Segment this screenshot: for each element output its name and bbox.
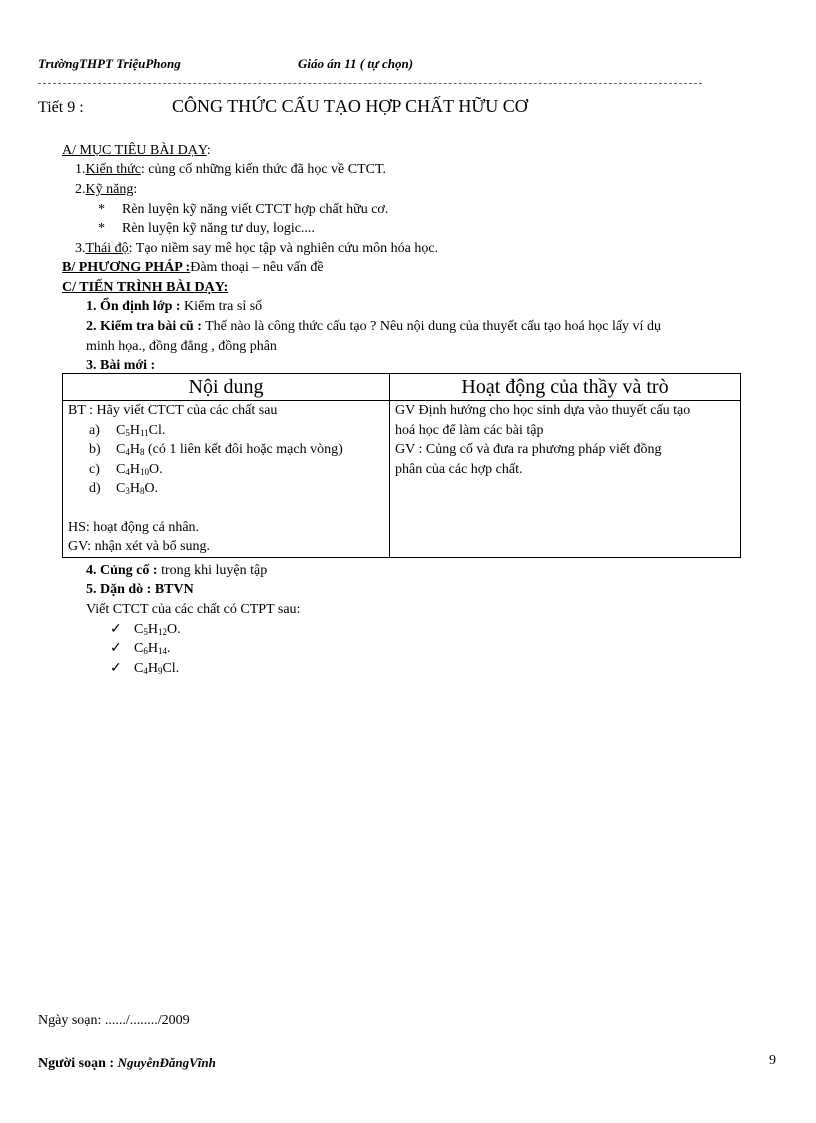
skills-colon: : [133, 182, 138, 197]
consolidation-line [86, 561, 267, 580]
formula-h: H [129, 481, 140, 496]
formula-c-sub: 5 [143, 627, 148, 637]
formula-h: H [129, 461, 140, 477]
formula-c: C [134, 641, 144, 656]
content-cell [63, 401, 390, 558]
formula-h-sub: 10 [139, 466, 149, 477]
skills-label: Kỹ năng [85, 182, 134, 197]
skill-item [98, 219, 315, 238]
objectives-heading-colon: : [206, 143, 211, 158]
exercise-item [68, 479, 384, 499]
step-class-stabilize [86, 297, 262, 316]
homework-item [110, 659, 179, 678]
checkmark-icon: ✓ [110, 622, 122, 637]
objectives-heading-text: A/ MỤC TIÊU BÀI DẠY [62, 143, 207, 158]
formula-c: C [116, 422, 126, 438]
school-name: TrườngTHPT TriệuPhong [38, 56, 181, 71]
formula-c-sub: 4 [143, 666, 148, 676]
lesson-number: Tiết 9 : [38, 99, 84, 116]
exercise-intro: BT : Hãy viết CTCT của các chất sau [68, 403, 278, 418]
formula-c: C [134, 622, 144, 637]
objective-skills [75, 180, 137, 199]
knowledge-label: Kiến thức [85, 162, 141, 177]
formula-c-sub: 3 [125, 486, 130, 496]
skill-item-text: Rèn luyện kỹ năng viết CTCT hợp chất hữu cơ. [122, 202, 389, 217]
exercise-letter: d) [89, 481, 101, 496]
formula-c: C [116, 481, 126, 496]
objective-attitude [75, 239, 438, 258]
objectives-heading [62, 141, 211, 160]
asterisk-bullet: * [98, 202, 105, 217]
exercise-letter: b) [89, 442, 101, 457]
step1-label: 1. Ổn định lớp : [86, 299, 181, 314]
formula-h-sub: 11 [139, 427, 149, 438]
table-row [63, 401, 741, 558]
formula-h-sub: 8 [139, 486, 145, 496]
attitude-text: : Tạo niềm say mê học tập và nghiên cứu môn hóa học. [128, 241, 439, 256]
formula-h: H [147, 622, 158, 637]
skill-item [98, 200, 388, 219]
formula-h-sub: 14 [157, 646, 167, 656]
step2-text: Thế nào là công thức cấu tạo ? Nêu nội dung của thuyết cấu tạo hoá học lấy ví dụ [201, 319, 661, 334]
formula-rest: O. [148, 461, 163, 477]
homework-item [110, 639, 170, 658]
attitude-label: Thái độ [85, 241, 129, 256]
formula-c: C [116, 442, 126, 457]
activity-cell [390, 401, 741, 558]
table-header-row [63, 374, 741, 401]
process-heading: C/ TIẾN TRÌNH BÀI DẠY: [62, 280, 229, 295]
homework-intro: Viết CTCT của các chất có CTPT sau: [86, 602, 301, 617]
formula-c-sub: 6 [143, 646, 148, 656]
formula-h: H [129, 422, 140, 438]
author-signature: NguyễnĐăngVĩnh [117, 1055, 216, 1070]
formula-c-sub: 4 [125, 447, 130, 457]
formula-rest: . [166, 641, 171, 656]
step-review [86, 317, 661, 336]
prepared-date: Ngày soạn: ....../......../2009 [38, 1013, 190, 1028]
knowledge-number: 1. [75, 162, 86, 177]
formula-c: C [134, 661, 144, 676]
author-line [38, 1055, 216, 1072]
formula-h-sub: 8 [139, 447, 145, 457]
lesson-table [62, 373, 741, 558]
col-content-header: Nội dung [63, 374, 390, 401]
exercise-item [68, 421, 384, 441]
formula-rest: O. [166, 622, 181, 637]
formula-rest: Cl. [162, 661, 180, 676]
skill-item-text: Rèn luyện kỹ năng tư duy, logic.... [122, 221, 315, 236]
exercise-item [68, 460, 384, 480]
formula-h: H [129, 442, 140, 457]
exercise-item [68, 440, 384, 460]
formula-c-sub: 4 [125, 466, 130, 477]
exercise-letter: c) [89, 461, 100, 477]
formula-h-sub: 12 [157, 627, 167, 637]
formula-h-sub: 9 [157, 666, 163, 676]
checkmark-icon: ✓ [110, 641, 122, 656]
spacer [68, 499, 384, 518]
formula-rest: Cl. [148, 422, 166, 438]
gv-activity: GV: nhận xét và bổ sung. [68, 539, 211, 554]
formula-rest: O. [144, 481, 159, 496]
method-line [62, 258, 324, 277]
formula-c: C [116, 461, 126, 477]
header-divider [38, 83, 702, 84]
activity-line: hoá học để làm các bài tập [395, 422, 544, 438]
col-activity-header: Hoạt động của thầy và trò [390, 374, 741, 401]
step1-text: Kiểm tra sỉ số [180, 299, 263, 314]
page-number: 9 [769, 1053, 776, 1068]
method-text: Đàm thoại – nêu vấn đề [190, 260, 324, 275]
skills-number: 2. [75, 182, 86, 197]
exercise-letter: a) [89, 422, 100, 438]
author-label: Người soạn : [38, 1056, 115, 1071]
plan-name: Giáo án 11 ( tự chọn) [298, 56, 414, 71]
formula-c-sub: 5 [125, 427, 130, 438]
attitude-number: 3. [75, 241, 86, 256]
activity-line: GV Định hướng cho học sinh dựa vào thuyết cấu tạo [395, 403, 691, 418]
step2-label: 2. Kiểm tra bài cũ : [86, 319, 202, 334]
asterisk-bullet: * [98, 221, 105, 236]
step2-text-continued: minh họa., đồng đẳng , đồng phân [86, 339, 277, 354]
homework-heading: 5. Dặn dò : BTVN [86, 582, 194, 597]
method-heading: B/ PHƯƠNG PHÁP : [62, 260, 191, 275]
lesson-title: CÔNG THỨC CẤU TẠO HỢP CHẤT HỮU CƠ [172, 96, 528, 116]
knowledge-text: : củng cố những kiến thức đã học về CTCT. [140, 162, 386, 177]
activity-line: phân của các hợp chất. [395, 461, 523, 477]
homework-item [110, 620, 181, 639]
step-new-lesson: 3. Bài mới : [86, 358, 156, 373]
formula-h: H [147, 661, 158, 676]
consolidation-label: 4. Củng cố : [86, 563, 158, 578]
formula-h: H [147, 641, 158, 656]
checkmark-icon: ✓ [110, 661, 122, 676]
formula-rest: (có 1 liên kết đôi hoặc mạch vòng) [144, 442, 343, 457]
activity-line: GV : Củng cố và đưa ra phương pháp viết đồng [395, 442, 662, 457]
hs-activity: HS: hoạt động cá nhân. [68, 519, 200, 535]
consolidation-text: trong khi luyện tập [157, 563, 268, 578]
objective-knowledge [75, 160, 386, 179]
